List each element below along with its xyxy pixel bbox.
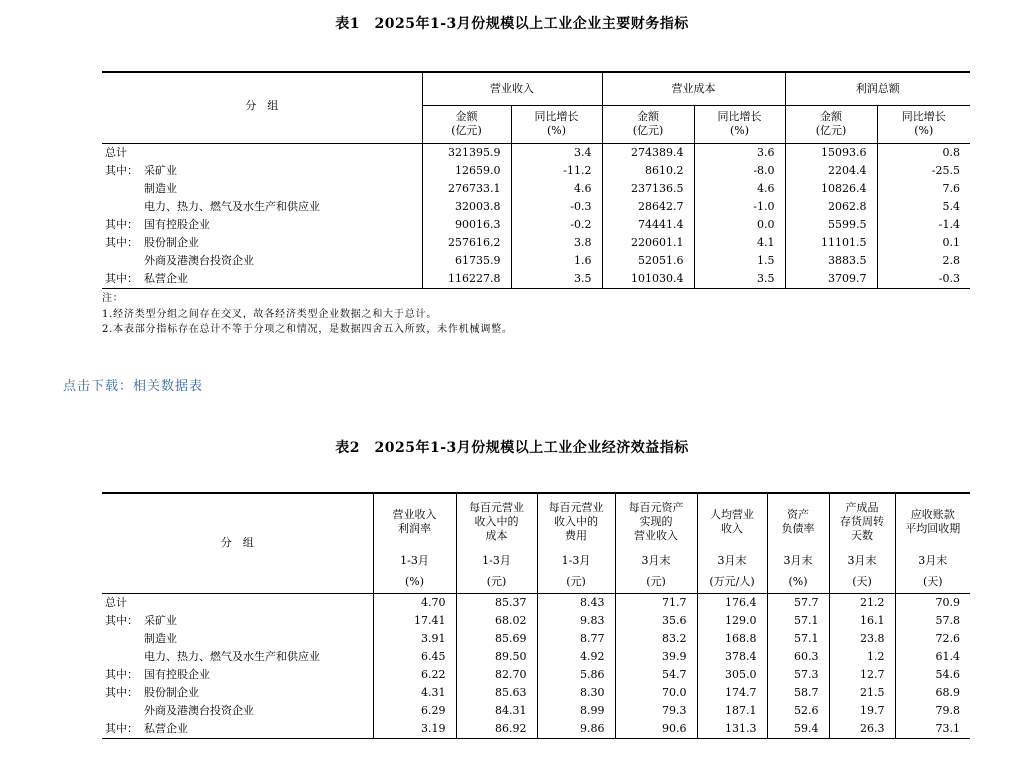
sub-header-unit: (%)	[914, 124, 934, 137]
table-cell: 3.5	[511, 270, 602, 289]
table-cell: 90016.3	[422, 216, 511, 234]
table-cell: 2.8	[942, 253, 960, 267]
column-header-line: 应收账款	[910, 507, 955, 521]
table-cell: 89.50	[456, 648, 537, 666]
table-cell: -8.0	[694, 162, 785, 180]
table-cell: -1.4	[938, 217, 960, 231]
table-row	[102, 162, 970, 180]
table-cell: 59.4	[767, 720, 829, 739]
table-cell: 73.1	[895, 720, 970, 739]
column-header-line: 利润率	[398, 521, 431, 535]
table-cell: 3.6	[694, 143, 785, 162]
column-header	[767, 493, 829, 549]
column-period: 3月末	[918, 553, 948, 567]
table-cell: 86.92	[456, 720, 537, 739]
table-cell: -0.3	[877, 270, 970, 289]
column-header-line: 实现的	[639, 514, 673, 528]
table-cell: -1.0	[694, 198, 785, 216]
sub-header	[694, 105, 785, 143]
column-header	[615, 493, 697, 549]
column-header	[829, 493, 895, 549]
table-cell: 4.6	[511, 180, 602, 198]
row-category	[102, 234, 422, 252]
table-cell: 54.6	[935, 667, 960, 681]
table-cell: 12.7	[829, 666, 895, 684]
table-cell: 61.4	[935, 649, 960, 663]
efficiency-indicators-table	[102, 492, 970, 739]
column-header-line: 存货周转	[840, 514, 884, 528]
row-prefix: 其中：	[105, 721, 138, 735]
row-prefix: 总计	[105, 595, 127, 609]
table-cell: 3883.5	[785, 252, 877, 270]
table-cell: 52.6	[767, 702, 829, 720]
row-label: 外商及港澳台投资企业	[144, 253, 254, 267]
column-unit: (元)	[537, 572, 615, 593]
table-cell: 4.31	[373, 684, 456, 702]
table-cell: 321395.9	[422, 143, 511, 162]
table-cell: 83.2	[615, 630, 697, 648]
table-cell: -0.3	[511, 198, 602, 216]
column-period: 3月末	[829, 549, 895, 572]
table-cell: 5.4	[942, 199, 960, 213]
table-cell: 1.2	[829, 648, 895, 666]
table-cell: 10826.4	[785, 180, 877, 198]
column-header-line: 收入中的	[554, 514, 598, 528]
table-cell: 8.30	[537, 684, 615, 702]
table-cell: 129.0	[697, 612, 767, 630]
column-header-line: 费用	[565, 528, 587, 542]
table-cell: 0.1	[942, 235, 960, 249]
column-header	[895, 493, 970, 549]
table-row	[102, 198, 970, 216]
table-cell: 9.86	[537, 720, 615, 739]
column-header-line: 每百元营业	[548, 500, 604, 514]
column-header-line: 营业收入	[392, 507, 437, 521]
note-2: 2.本表部分指标存在总计不等于分项之和情况，是数据四舍五入所致，未作机械调整。	[102, 324, 513, 335]
table2-title: 表2 2025年1-3月份规模以上工业企业经济效益指标	[335, 440, 689, 456]
row-category	[102, 252, 422, 270]
table-cell: 0.0	[694, 216, 785, 234]
row-prefix: 其中：	[105, 685, 138, 699]
table-row	[102, 666, 970, 684]
table-cell: 174.7	[697, 684, 767, 702]
row-category	[102, 702, 373, 720]
row-prefix: 其中：	[105, 163, 138, 177]
table-cell: 116227.8	[422, 270, 511, 289]
sub-header-label: 金额	[637, 110, 659, 123]
table-cell: 39.9	[615, 648, 697, 666]
column-unit: (元)	[615, 572, 697, 593]
sub-header-label: 同比增长	[901, 110, 946, 123]
table-cell: 8.99	[537, 702, 615, 720]
table-cell: 84.31	[456, 702, 537, 720]
table-cell: 23.8	[829, 630, 895, 648]
table-cell: 1.5	[694, 252, 785, 270]
column-unit: (%)	[767, 572, 829, 593]
row-prefix: 其中：	[105, 271, 138, 285]
table-cell: 61735.9	[422, 252, 511, 270]
table-cell: 305.0	[697, 666, 767, 684]
row-label: 股份制企业	[144, 685, 199, 699]
sub-header	[602, 105, 694, 143]
table-row	[102, 612, 970, 630]
row-label: 国有控股企业	[144, 667, 210, 681]
column-header-line: 天数	[851, 528, 873, 542]
table-cell: 3.91	[373, 630, 456, 648]
table-cell: 21.2	[829, 593, 895, 612]
table-cell: 131.3	[697, 720, 767, 739]
table-row	[102, 180, 970, 198]
section-header-profit: 利润总额	[785, 72, 970, 105]
row-category	[102, 162, 422, 180]
table-cell: 54.7	[615, 666, 697, 684]
table-cell: 70.9	[935, 595, 960, 609]
row-label: 制造业	[144, 631, 177, 645]
table-cell: 90.6	[615, 720, 697, 739]
table-cell: 57.1	[767, 612, 829, 630]
row-category	[102, 270, 422, 289]
table-row	[102, 630, 970, 648]
table-row	[102, 648, 970, 666]
table-cell: 257616.2	[422, 234, 511, 252]
table-cell: 85.37	[456, 593, 537, 612]
column-header-line: 收入	[721, 521, 743, 535]
row-category	[102, 630, 373, 648]
table-cell: 4.92	[537, 648, 615, 666]
row-label: 外商及港澳台投资企业	[144, 703, 254, 717]
table-cell: 4.6	[694, 180, 785, 198]
download-link[interactable]: 点击下载：相关数据表	[63, 379, 204, 394]
column-header-line: 产成品	[845, 500, 879, 514]
table-cell: 3709.7	[785, 270, 877, 289]
column-header-line: 负债率	[781, 521, 815, 535]
row-category	[102, 684, 373, 702]
table-cell: 2062.8	[785, 198, 877, 216]
sub-header-unit: (%)	[546, 124, 567, 137]
column-header-line: 平均回收期	[905, 521, 961, 535]
column-header	[456, 493, 537, 549]
sub-header-label: 金额	[820, 110, 842, 123]
table-cell: 17.41	[373, 612, 456, 630]
table-cell: 68.02	[456, 612, 537, 630]
table-row	[102, 234, 970, 252]
sub-header-label: 同比增长	[717, 110, 762, 123]
table-cell: 8610.2	[602, 162, 694, 180]
table-cell: 220601.1	[602, 234, 694, 252]
table-cell: 71.7	[615, 593, 697, 612]
table-cell: 274389.4	[602, 143, 694, 162]
row-label: 股份制企业	[144, 235, 199, 249]
sub-header-label: 金额	[455, 110, 478, 123]
table-cell: 79.8	[935, 703, 960, 717]
table-cell: 26.3	[829, 720, 895, 739]
column-unit: (万元/人)	[697, 572, 767, 593]
table1-notes	[102, 291, 513, 338]
table-cell: 58.7	[767, 684, 829, 702]
column-header-line: 营业收入	[634, 528, 678, 542]
table-cell: -11.2	[511, 162, 602, 180]
sub-header-unit: (亿元)	[815, 124, 847, 137]
table-cell: 168.8	[697, 630, 767, 648]
table-row	[102, 216, 970, 234]
table-cell: 52051.6	[602, 252, 694, 270]
table-cell: 7.6	[942, 181, 960, 195]
table-cell: 1.6	[511, 252, 602, 270]
sub-header	[511, 105, 602, 143]
row-category	[102, 216, 422, 234]
column-period: 3月末	[697, 549, 767, 572]
table-cell: 187.1	[697, 702, 767, 720]
table-cell: 276733.1	[422, 180, 511, 198]
row-category	[102, 143, 422, 162]
table-cell: 32003.8	[422, 198, 511, 216]
table-cell: 85.69	[456, 630, 537, 648]
table-cell: 85.63	[456, 684, 537, 702]
row-label: 国有控股企业	[144, 217, 210, 231]
table-cell: 57.1	[767, 630, 829, 648]
row-category	[102, 612, 373, 630]
table-cell: 0.8	[942, 145, 960, 159]
notes-heading: 注：	[102, 293, 124, 304]
column-period: 1-3月	[537, 549, 615, 572]
table-cell: 70.0	[615, 684, 697, 702]
section-header-revenue: 营业收入	[422, 72, 602, 105]
sub-header	[785, 105, 877, 143]
table-cell: 9.83	[537, 612, 615, 630]
sub-header	[877, 105, 970, 143]
table-row	[102, 684, 970, 702]
table-cell: 57.7	[767, 593, 829, 612]
sub-header-unit: (亿元)	[451, 124, 482, 137]
column-header	[537, 493, 615, 549]
table-row	[102, 702, 970, 720]
table-cell: 35.6	[615, 612, 697, 630]
table-row	[102, 143, 970, 162]
table-cell: 3.8	[511, 234, 602, 252]
table-cell: 16.1	[829, 612, 895, 630]
table-cell: 6.45	[373, 648, 456, 666]
row-category	[102, 198, 422, 216]
row-label: 采矿业	[144, 613, 177, 627]
table-cell: 21.5	[829, 684, 895, 702]
column-header-line: 人均营业	[710, 507, 754, 521]
sub-header-unit: (%)	[729, 124, 750, 137]
table-cell: 74441.4	[602, 216, 694, 234]
column-period: 3月末	[767, 549, 829, 572]
table-cell: 6.29	[373, 702, 456, 720]
column-header-line: 资产	[787, 507, 809, 521]
row-prefix: 其中：	[105, 235, 138, 249]
column-unit: (%)	[373, 572, 456, 593]
table-row	[102, 270, 970, 289]
row-category	[102, 720, 373, 739]
row-prefix: 其中：	[105, 613, 138, 627]
column-header-line: 成本	[485, 528, 508, 542]
row-label: 采矿业	[144, 163, 177, 177]
table-cell: 68.9	[935, 685, 960, 699]
row-label: 制造业	[144, 181, 177, 195]
section-header-cost: 营业成本	[602, 72, 785, 105]
table-cell: 2204.4	[785, 162, 877, 180]
sub-header-unit: (亿元)	[632, 124, 664, 137]
table-cell: 57.8	[935, 613, 960, 627]
column-header	[373, 493, 456, 549]
table1-title: 表1 2025年1-3月份规模以上工业企业主要财务指标	[335, 16, 689, 32]
column-header-line: 每百元营业	[469, 500, 524, 514]
table-row	[102, 252, 970, 270]
table-cell: 60.3	[767, 648, 829, 666]
table-cell: 57.3	[767, 666, 829, 684]
row-category	[102, 180, 422, 198]
table-cell: -0.2	[511, 216, 602, 234]
table-cell: 3.5	[694, 270, 785, 289]
table-cell: 378.4	[697, 648, 767, 666]
table-cell: 79.3	[615, 702, 697, 720]
table-row	[102, 720, 970, 739]
table-cell: 72.6	[935, 631, 960, 645]
table-cell: 12659.0	[422, 162, 511, 180]
row-label: 私营企业	[144, 721, 188, 735]
row-prefix: 其中：	[105, 217, 138, 231]
note-1: 1.经济类型分组之间存在交叉，故各经济类型企业数据之和大于总计。	[102, 308, 438, 320]
column-header	[697, 493, 767, 549]
financial-indicators-table	[102, 71, 970, 289]
sub-header	[422, 105, 511, 143]
table-cell: 4.70	[373, 593, 456, 612]
column-header-line: 每百元资产	[628, 500, 684, 514]
group-header: 分 组	[102, 493, 373, 593]
column-unit: (天)	[895, 572, 970, 593]
row-label: 私营企业	[144, 271, 188, 285]
row-category	[102, 666, 373, 684]
table-cell: 176.4	[697, 593, 767, 612]
table-cell: 3.19	[373, 720, 456, 739]
table-cell: 82.70	[456, 666, 537, 684]
table-cell: 28642.7	[602, 198, 694, 216]
column-period: 1-3月	[373, 549, 456, 572]
table-cell: 6.22	[373, 666, 456, 684]
row-label: 电力、热力、燃气及水生产和供应业	[144, 649, 320, 663]
table-cell: 4.1	[694, 234, 785, 252]
table-cell: 3.4	[511, 143, 602, 162]
table-row	[102, 593, 970, 612]
table-cell: 15093.6	[785, 143, 877, 162]
table-cell: 101030.4	[602, 270, 694, 289]
table-cell: -25.5	[931, 163, 960, 177]
table-cell: 11101.5	[785, 234, 877, 252]
row-category	[102, 648, 373, 666]
table-cell: 8.43	[537, 593, 615, 612]
table-cell: 19.7	[829, 702, 895, 720]
table-cell: 8.77	[537, 630, 615, 648]
table-cell: 5.86	[537, 666, 615, 684]
column-unit: (元)	[456, 572, 537, 593]
row-label: 电力、热力、燃气及水生产和供应业	[144, 199, 320, 213]
column-unit: (天)	[829, 572, 895, 593]
column-period: 1-3月	[456, 549, 537, 572]
table-cell: 237136.5	[602, 180, 694, 198]
row-prefix: 其中：	[105, 667, 138, 681]
column-period: 3月末	[615, 549, 697, 572]
table-cell: 5599.5	[785, 216, 877, 234]
row-prefix: 总计	[105, 145, 127, 159]
column-header-line: 收入中的	[474, 514, 519, 528]
group-header: 分 组	[102, 72, 422, 143]
row-category	[102, 593, 373, 612]
sub-header-label: 同比增长	[534, 110, 579, 123]
